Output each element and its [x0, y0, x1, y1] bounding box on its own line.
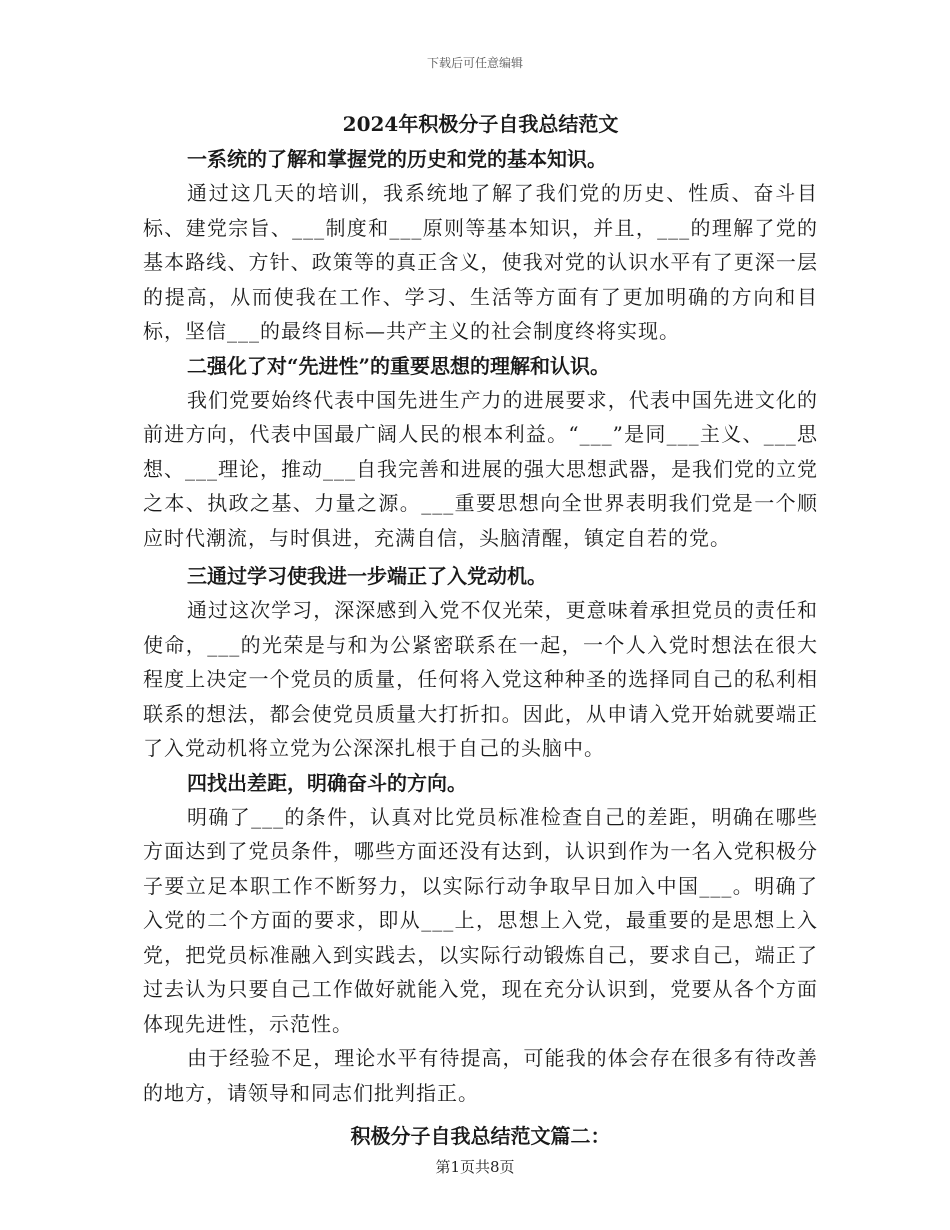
- section-3-paragraph-1: 通过这次学习，深深感到入党不仅光荣，更意味着承担党员的责任和使命，___的光荣是与和为公紧密联系在一起，一个人入党时想法在很大程度上决定一个党员的质量，任何将入党这种种圣的选择同自己的私利相联系的想法，都会使党员质量大打折扣。因此，从申请入党开始就要端正了入党动机将立党为公深深扎根于自己的头脑中。: [143, 598, 818, 760]
- page-footer: 第1页共8页: [435, 1158, 515, 1176]
- section-4-paragraph-1: 明确了___的条件，认真对比党员标准检查自己的差距，明确在哪些方面达到了党员条件，哪些方面还没有达到，认识到作为一名入党积极分子要立足本职工作不断努力，以实际行动争取早日加入中国___。明确了入党的二个方面的要求，即从___上，思想上入党，最重要的是思想上入党，把党员标准融入到实践去，以实际行动锻炼自己，要求自己，端正了过去认为只要自己工作做好就能入党，现在充分认识到，党要从各个方面体现先进性，示范性。: [143, 804, 818, 1036]
- subtitle-part-two: 积极分子自我总结范文篇二：: [350, 1124, 611, 1148]
- document-title: 2024年积极分子自我总结范文: [342, 112, 619, 136]
- section-heading-3: 三通过学习使我进一步端正了入党动机。: [187, 564, 547, 588]
- section-heading-1: 一系统的了解和掌握党的历史和党的基本知识。: [187, 147, 607, 171]
- section-4-paragraph-2: 由于经验不足，理论水平有待提高，可能我的体会存在很多有待改善的地方，请领导和同志们批判指正。: [143, 1046, 818, 1105]
- section-heading-2: 二强化了对“先进性”的重要思想的理解和认识。: [187, 353, 611, 378]
- section-2-paragraph-1: 我们党要始终代表中国先进生产力的进展要求，代表中国先进文化的前进方向，代表中国最广阔人民的根本利益。“___”是同___主义、___思想、___理论，推动___自我完善和进展的强大思想武器，是我们党的立党之本、执政之基、力量之源。___重要思想向全世界表明我们党是一个顺应时代潮流，与时俱进，充满自信，头脑清醒，镇定自若的党。: [143, 387, 818, 550]
- header-note: 下载后可任意编辑: [426, 56, 523, 70]
- document-body: [143, 106, 818, 1154]
- section-heading-4: 四找出差距，明确奋斗的方向。: [187, 770, 467, 795]
- section-1-paragraph-1: 通过这几天的培训，我系统地了解了我们党的历史、性质、奋斗目标、建党宗旨、___制度和___原则等基本知识，并且，___的理解了党的基本路线、方针、政策等的真正含义，使我对党的认识水平有了更深一层的提高，从而使我在工作、学习、生活等方面有了更加明确的方向和目标，坚信___的最终目标—共产主义的社会制度终将实现。: [143, 181, 818, 343]
